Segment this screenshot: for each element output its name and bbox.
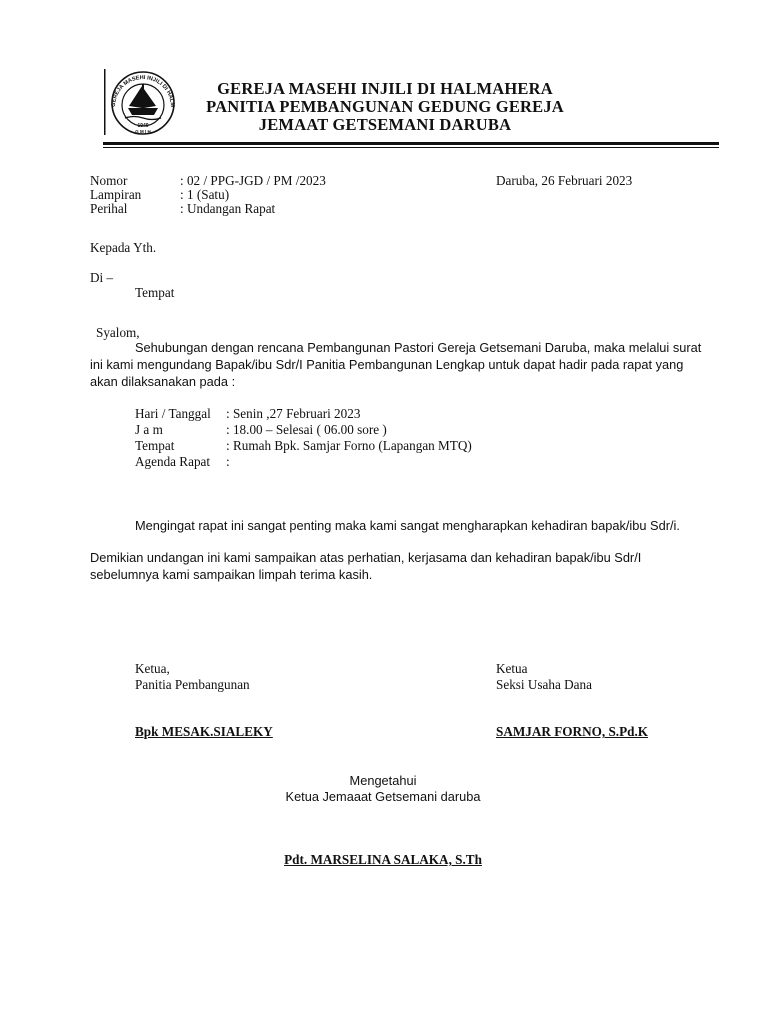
detail-label-agenda: Agenda Rapat [135,454,211,469]
recipient-line-1: Kepada Yth. [90,240,157,255]
logo-initials: G M I H [135,129,151,134]
letterhead-line-3: JEMAAT GETSEMANI DARUBA [258,115,512,134]
detail-value-agenda: : [226,454,230,469]
center-signer-title-1: Mengetahui [349,773,417,788]
nomor-label: Nomor [90,173,128,188]
closing-paragraph-2-line-1: Demikian undangan ini kami sampaikan atas perhatian, kerjasama dan kehadiran bapak/ibu Sdr/I [90,550,642,565]
right-signer-title-1: Ketua [496,661,528,676]
intro-line-3: akan dilaksanakan pada : [90,374,236,389]
detail-value-tempat: : Rumah Bpk. Samjar Forno (Lapangan MTQ) [226,438,472,453]
letterhead-rule-thin [103,147,719,148]
nomor-value: : 02 / PPG-JGD / PM /2023 [180,173,326,188]
church-logo [103,67,183,137]
detail-value-hari: : Senin ,27 Februari 2023 [226,406,361,421]
intro-line-1: Sehubungan dengan rencana Pembangunan Pastori Gereja Getsemani Daruba, maka melalui surat [135,340,702,355]
letterhead-rule-thick [103,142,719,145]
perihal-value: : Undangan Rapat [180,201,276,216]
perihal-label: Perihal [90,201,128,216]
detail-label-jam: J a m [135,422,163,437]
letter-date: Daruba, 26 Februari 2023 [496,173,633,188]
left-signer-title-2: Panitia Pembangunan [135,677,250,692]
right-signer-name: SAMJAR FORNO, S.Pd.K [496,724,649,739]
ship-logo-icon [103,67,183,137]
left-signer-title-1: Ketua, [135,661,170,676]
closing-paragraph-1: Mengingat rapat ini sangat penting maka kami sangat mengharapkan kehadiran bapak/ibu Sdr/i. [135,518,680,533]
lampiran-value: : 1 (Satu) [180,187,230,202]
intro-line-2: ini kami mengundang Bapak/ibu Sdr/I Panitia Pembangunan Lengkap untuk dapat hadir pada rapat yang [90,357,684,372]
right-signer-title-2: Seksi Usaha Dana [496,677,592,692]
closing-paragraph-2-line-2: sebelumnya kami sampaikan limpah terima kasih. [90,567,373,582]
letterhead-line-2: PANITIA PEMBANGUNAN GEDUNG GEREJA [206,97,564,116]
left-signer-name: Bpk MESAK.SIALEKY [135,724,273,739]
letterhead-line-1: GEREJA MASEHI INJILI DI HALMAHERA [217,79,553,98]
lampiran-label: Lampiran [90,187,142,202]
detail-label-hari: Hari / Tanggal [135,406,211,421]
logo-year: 1949 [137,123,149,129]
center-signer-title-2: Ketua Jemaaat Getsemani daruba [285,789,481,804]
greeting: Syalom, [96,325,140,340]
recipient-line-2: Di – [90,270,114,285]
recipient-line-3: Tempat [135,285,175,300]
center-signer-name: Pdt. MARSELINA SALAKA, S.Th [284,852,482,867]
detail-value-jam: : 18.00 – Selesai ( 06.00 sore ) [226,422,387,437]
logo-ring-text: GEREJA MASEHI INJILI DI HALM [110,74,176,108]
detail-label-tempat: Tempat [135,438,175,453]
